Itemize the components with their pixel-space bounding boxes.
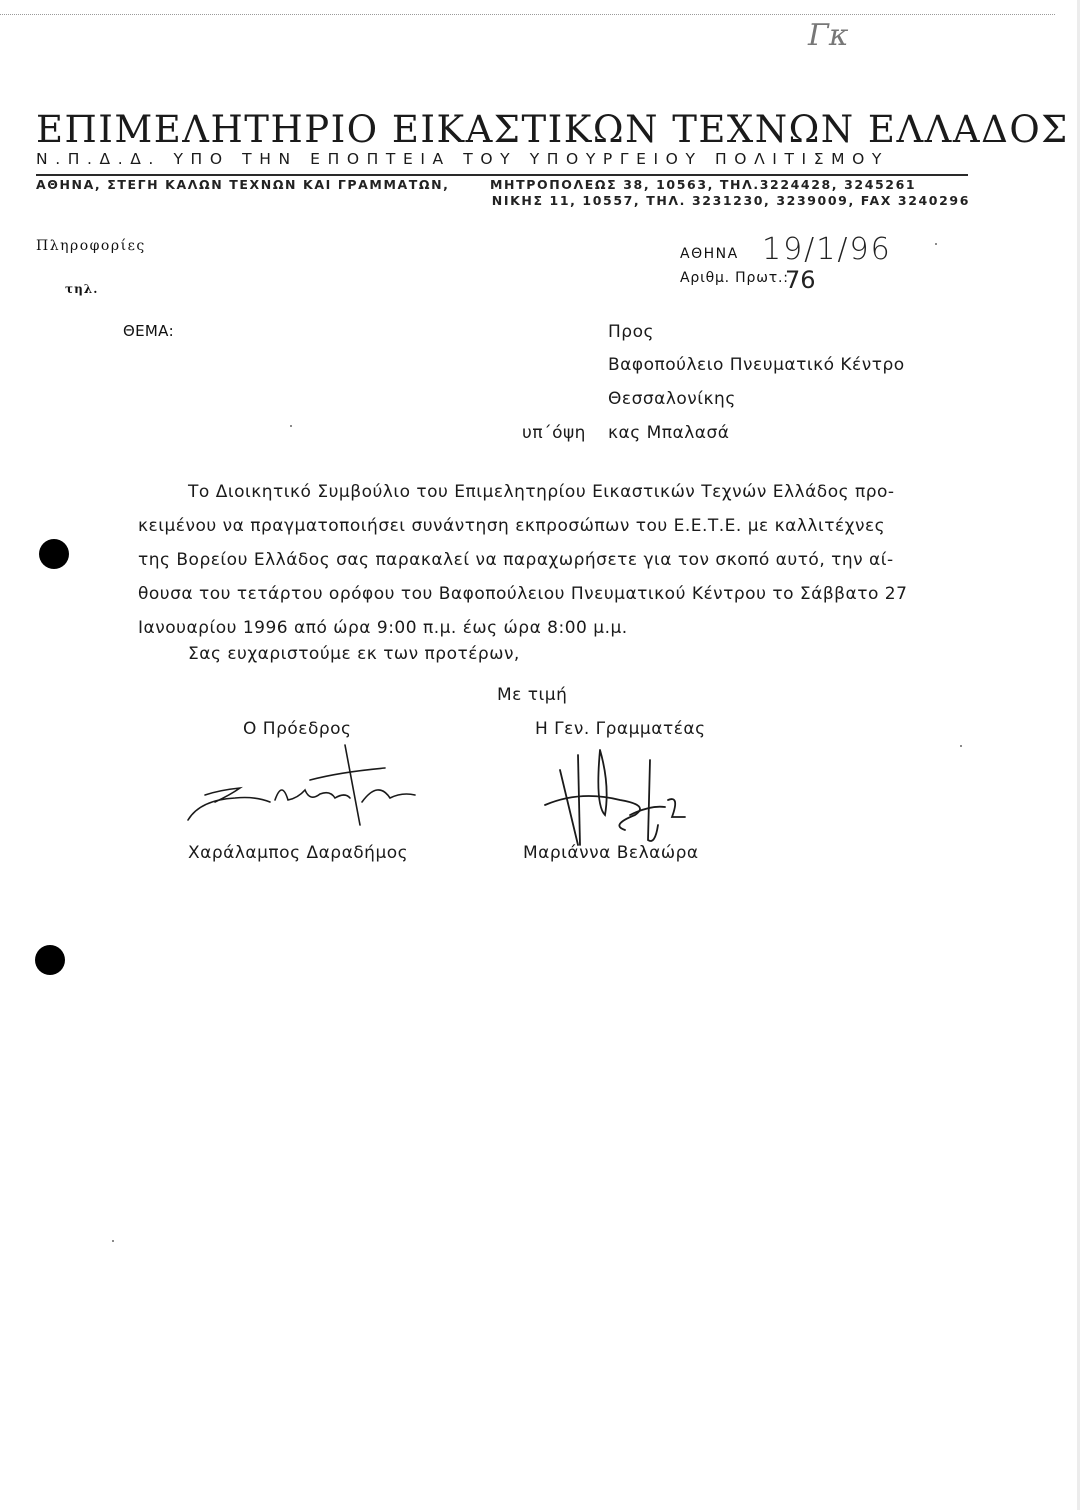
body-line: κειμένου να πραγματοποιήσει συνάντηση εκπροσώπων του Ε.Ε.Τ.Ε. με καλλιτέχνες (138, 516, 886, 536)
secretary-role: Η Γεν. Γραμματέας (535, 719, 706, 739)
letter-body (138, 478, 978, 648)
president-name: Χαράλαμπος Δαραδήμος (188, 843, 409, 863)
handwritten-date: 19/1/96 (762, 232, 892, 267)
scan-speck (960, 745, 962, 747)
president-signature (180, 740, 450, 850)
attention-name: κας Μπαλασά (608, 423, 730, 443)
recipient-line2: Θεσσαλονίκης (608, 389, 736, 409)
scan-speck (290, 425, 292, 427)
closing-line: Σας ευχαριστούμε εκ των προτέρων, (188, 644, 520, 664)
letterhead-title: ΕΠΙΜΕΛΗΤΗΡΙΟ ΕΙΚΑΣΤΙΚΩΝ ΤΕΧΝΩΝ ΕΛΛΑΔΟΣ (36, 108, 1069, 151)
city-label: ΑΘΗΝΑ (680, 246, 739, 262)
recipient-to-label: Προς (608, 322, 654, 342)
info-label: Πληροφορίες (36, 238, 146, 254)
secretary-name: Μαριάννα Βελαώρα (523, 843, 699, 863)
handwritten-initials: Γκ (808, 18, 849, 53)
letterhead-address-line1 (36, 177, 917, 192)
tel-label: τηλ. (65, 282, 99, 296)
letterhead-address-line2: ΝΙΚΗΣ 11, 10557, ΤΗΛ. 3231230, 3239009, FAX 3240296 (491, 193, 970, 208)
scan-speck (935, 243, 937, 245)
handwritten-protocol-number: 76 (785, 266, 816, 294)
body-line: θουσα του τετάρτου ορόφου του Βαφοπούλειου Πνευματικού Κέντρου το Σάββατο 27 (138, 584, 908, 604)
body-line: της Βορείου Ελλάδος σας παρακαλεί να παραχωρήσετε για τον σκοπό αυτό, την αί- (138, 550, 894, 570)
scan-speck (112, 1240, 114, 1242)
subject-label: ΘΕΜΑ: (123, 322, 175, 340)
scan-top-edge (0, 8, 1055, 15)
body-line: Το Διοικητικό Συμβούλιο του Επιμελητηρίου Εικαστικών Τεχνών Ελλάδος προ- (188, 482, 895, 502)
address-right: ΜΗΤΡΟΠΟΛΕΩΣ 38, 10563, ΤΗΛ.3224428, 3245261 (490, 177, 917, 192)
president-role: Ο Πρόεδρος (243, 719, 352, 739)
recipient-line1: Βαφοπούλειο Πνευματικό Κέντρο (608, 355, 905, 375)
protocol-label: Αριθμ. Πρωτ.: (680, 270, 789, 286)
letterhead-rule (36, 174, 968, 176)
regards-label: Με τιμή (497, 685, 568, 705)
punch-hole-upper (39, 539, 69, 569)
address-left: ΑΘΗΝΑ, ΣΤΕΓΗ ΚΑΛΩΝ ΤΕΧΝΩΝ ΚΑΙ ΓΡΑΜΜΑΤΩΝ, (36, 177, 450, 192)
attention-label: υπ΄όψη (522, 423, 586, 443)
punch-hole-lower (35, 945, 65, 975)
secretary-signature (540, 745, 700, 855)
body-line: Ιανουαρίου 1996 από ώρα 9:00 π.μ. έως ώρα 8:00 μ.μ. (138, 618, 628, 638)
letterhead-subtitle: Ν.Π.Δ.Δ. ΥΠΟ ΤΗΝ ΕΠΟΠΤΕΙΑ ΤΟΥ ΥΠΟΥΡΓΕΙΟΥ ΠΟΛΙΤΙΣΜΟΥ (36, 150, 889, 168)
